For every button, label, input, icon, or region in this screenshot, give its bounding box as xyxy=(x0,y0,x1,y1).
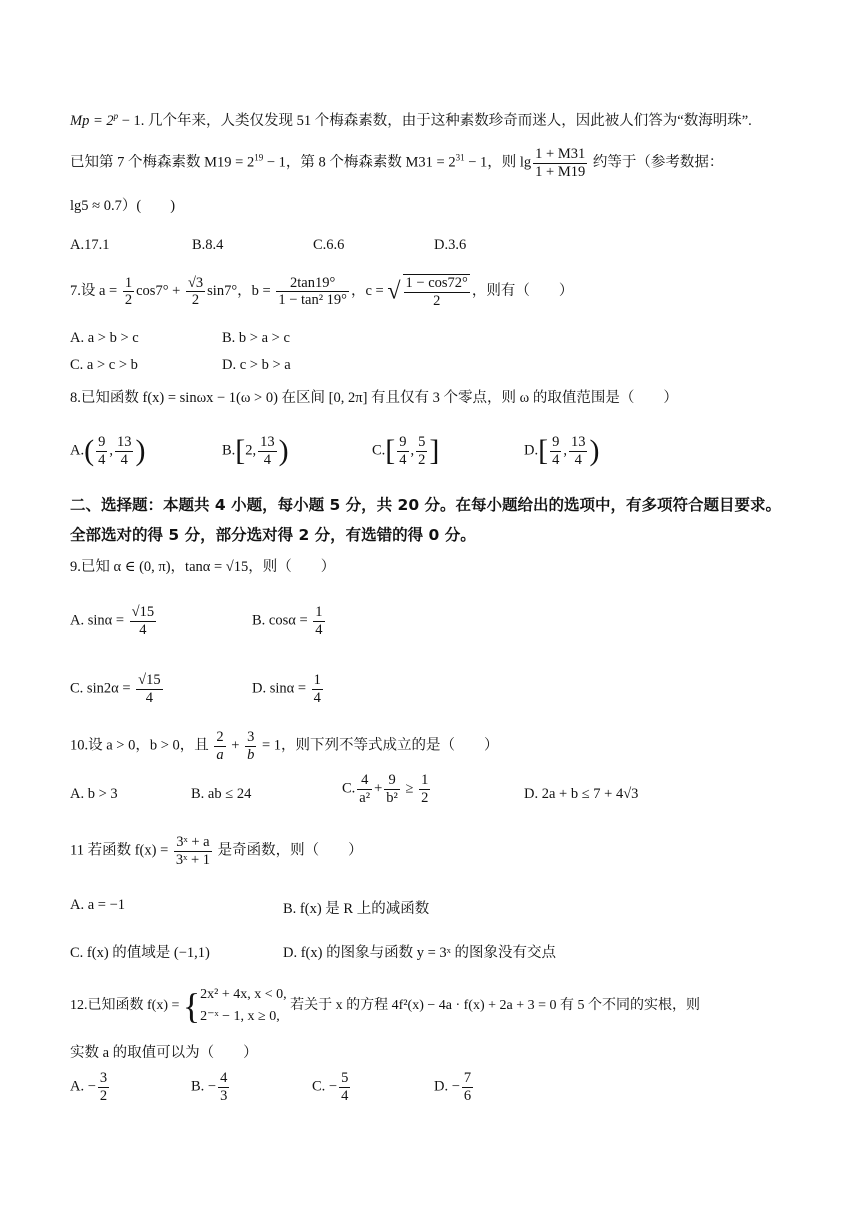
q7-option-d: D. c > b > a xyxy=(222,357,291,373)
q11-option-a: A. a = −1 xyxy=(70,897,126,913)
q12-c-frac xyxy=(339,1070,350,1104)
q8-a-frac2 xyxy=(115,434,134,468)
q9-b-frac xyxy=(313,604,324,638)
q12-b-label: B. − xyxy=(191,1078,217,1095)
sqrt-icon: √ xyxy=(387,278,401,305)
q8-b-label: B. xyxy=(222,442,236,459)
q9-a-num: √15 xyxy=(131,604,155,620)
q8-b-n2: 13 xyxy=(260,434,275,450)
q12-case1: 2x² + 4x, x < 0, xyxy=(200,987,287,1002)
q11-frac xyxy=(174,834,212,868)
q7-frac1-den: 2 xyxy=(124,292,133,309)
q8-option-d: D.[ $\frac{9}{4}$ , $\frac{13}{4}$ ) xyxy=(524,434,600,468)
q12-option-a xyxy=(70,1070,111,1104)
q8-c-frac1 xyxy=(397,434,408,468)
q9-a-den: 4 xyxy=(139,621,147,638)
q6-line1-prefix: Mp = 2 xyxy=(70,113,114,129)
q12-b-num: 4 xyxy=(220,1070,228,1086)
q6-line2-b: − 1，第 8 个梅森素数 M31 = 2 xyxy=(263,154,456,171)
q6-line2-exp2: 31 xyxy=(455,152,465,163)
q8-a-close: ) xyxy=(135,434,146,468)
q7-option-c: C. a > c > b xyxy=(70,357,138,373)
q9-c-frac xyxy=(136,672,162,706)
q7-t4: ，则有（ ） xyxy=(471,283,574,299)
q10-c-d1: a² xyxy=(359,789,371,806)
q6-line2-exp1: 19 xyxy=(254,152,264,163)
section2-heading: 二、选择题：本题共 4 小题，每小题 5 分，共 20 分。在每小题给出的选项中，有多项符合题目要求。全部选对的得 5 分，部分选对得 2 分，有选错的得 0 分。 xyxy=(70,496,782,544)
q11-pre: 11 若函数 f(x) = xyxy=(70,842,172,859)
q11-den: 3ˣ + 1 xyxy=(175,851,210,868)
q10-d1: a xyxy=(216,746,224,763)
q10-option-d: D. 2a + b ≤ 7 + 4√3 xyxy=(524,786,639,802)
q12-d-frac xyxy=(462,1070,473,1104)
q10-c-n3: 1 xyxy=(421,772,429,788)
q10-c-n1: 4 xyxy=(357,772,372,790)
q12-c-label: C. − xyxy=(312,1078,338,1095)
q12-case2: 2⁻ˣ − 1, x ≥ 0, xyxy=(200,1009,280,1024)
q10-option-b: B. ab ≤ 24 xyxy=(191,786,252,802)
q9-d-frac xyxy=(312,672,323,706)
q10-c-rel: ≥ xyxy=(401,780,418,797)
q7-frac2-num: √3 xyxy=(187,274,204,291)
q8-d-frac2 xyxy=(569,434,588,468)
q12-line2: 实数 a 的取值可以为（ ） xyxy=(70,1045,258,1061)
q7-frac4-den: 2 xyxy=(433,292,441,309)
q12-a-den: 2 xyxy=(99,1087,108,1104)
q7-frac4 xyxy=(403,274,470,309)
q12-post: 若关于 x 的方程 4f²(x) − 4a · f(x) + 2a + 3 = 0 有 5 个不同的实根，则 xyxy=(286,998,701,1014)
q6-line1-text: − 1. 几个年来，人类仅发现 51 个梅森素数，由于这种素数珍奇而迷人，因此被人们答为“数海明珠”. xyxy=(118,113,752,129)
q12-option-b xyxy=(191,1070,231,1104)
q8-c-d2: 2 xyxy=(418,451,426,468)
q6-frac-num: 1 + M31 xyxy=(535,146,586,162)
q9-option-b xyxy=(252,604,327,638)
q9-b-den: 4 xyxy=(315,621,323,638)
q7-frac3-num: 2tan19° xyxy=(276,275,349,293)
q9-c-den: 4 xyxy=(145,689,153,706)
q10-c-frac1 xyxy=(357,772,372,806)
q9-b-num: 1 xyxy=(315,604,323,620)
q8-c-open: [ xyxy=(385,434,396,468)
q8-a-d2: 4 xyxy=(120,451,128,468)
q9-d-den: 4 xyxy=(313,689,321,706)
q12-a-frac xyxy=(98,1070,109,1104)
q7-stem xyxy=(70,274,573,309)
q8-option-c: C.[ $\frac{9}{4}$ , $\frac{5}{2}$ ] xyxy=(372,434,440,468)
q8-d-n1: 9 xyxy=(552,434,560,450)
q11-option-c: C. f(x) 的值域是 (−1,1) xyxy=(70,945,210,961)
q6-option-d: D.3.6 xyxy=(434,237,467,253)
q8-d-label: D. xyxy=(524,442,539,459)
q7-option-b: B. b > a > c xyxy=(222,330,290,346)
q12-b-frac xyxy=(218,1070,229,1104)
q12-option-d xyxy=(434,1070,475,1104)
q8-c-frac2 xyxy=(416,434,427,468)
q8-c-n1: 9 xyxy=(399,434,407,450)
q10-stem xyxy=(70,729,499,763)
q12-a-label: A. − xyxy=(70,1078,96,1095)
q8-c-label: C. xyxy=(372,442,386,459)
q6-line2 xyxy=(70,146,723,180)
q6-frac-den: 1 + M19 xyxy=(535,163,586,180)
q11-stem xyxy=(70,834,363,868)
q6-option-c: C.6.6 xyxy=(313,237,345,253)
q12-stem xyxy=(70,984,700,1028)
q10-frac1 xyxy=(214,729,225,763)
q10-pre: 10.设 a > 0，b > 0，且 xyxy=(70,737,213,754)
q7-frac2-den: 2 xyxy=(191,292,200,309)
q6-fraction xyxy=(533,146,587,180)
q8-a-n1: 9 xyxy=(98,434,106,450)
q9-c-pre: C. sin2α = xyxy=(70,680,135,697)
q8-a-d1: 4 xyxy=(98,451,106,468)
q8-b-open: [ xyxy=(235,434,246,468)
left-brace-icon: { xyxy=(182,986,201,1026)
q8-a-frac1 xyxy=(96,434,107,468)
q9-a-frac xyxy=(130,604,156,638)
q12-b-den: 3 xyxy=(220,1087,228,1104)
q12-d-label: D. − xyxy=(434,1078,460,1095)
q8-a-label: A. xyxy=(70,442,85,459)
q12-cases xyxy=(200,984,287,1028)
q9-a-pre: A. sinα = xyxy=(70,612,128,629)
q11-option-b: B. f(x) 是 R 上的减函数 xyxy=(283,901,430,917)
q12-option-c xyxy=(312,1070,352,1104)
q8-d-d1: 4 xyxy=(552,451,560,468)
q9-b-pre: B. cosα = xyxy=(252,612,312,629)
q7-frac2 xyxy=(186,275,205,309)
q9-option-d xyxy=(252,672,325,706)
q8-b-pre: 2, xyxy=(245,442,257,459)
q10-c-d2: b² xyxy=(386,789,398,806)
q8-stem: 8.已知函数 f(x) = sinωx − 1(ω > 0) 在区间 [0, 2π] 有且仅有 3 个零点，则 ω 的取值范围是（ ） xyxy=(70,390,678,406)
q8-d-open: [ xyxy=(538,434,549,468)
q6-line1-exp: p xyxy=(113,111,119,121)
q8-a-n2: 13 xyxy=(116,434,132,450)
q8-b-close: ) xyxy=(278,434,289,468)
q9-d-num: 1 xyxy=(313,672,321,688)
q10-option-c: C. $\frac{4}{\text{a²}}$ + $\frac{9}{\text{b²}}$ ≥ $\frac{1}{2}$ xyxy=(342,772,429,806)
q7-prefix: 7.设 a = xyxy=(70,283,121,299)
q9-c-num: √15 xyxy=(138,672,161,688)
q7-frac4-num: 1 − cos72° xyxy=(405,275,468,291)
q6-line1 xyxy=(70,112,752,129)
q11-num: 3ˣ + a xyxy=(174,834,212,852)
q11-option-d: D. f(x) 的图象与函数 y = 3ˣ 的图象没有交点 xyxy=(283,945,556,961)
q6-line2-c: − 1，则 lg xyxy=(464,154,532,171)
q8-d-frac1 xyxy=(550,434,561,468)
q10-post: = 1，则下列不等式成立的是（ ） xyxy=(258,737,499,754)
q10-option-a: A. b > 3 xyxy=(70,786,118,802)
q7-frac1-num: 1 xyxy=(124,274,133,291)
q6-option-a: A.17.1 xyxy=(70,237,110,253)
q7-option-a: A. a > b > c xyxy=(70,330,139,346)
q8-d-d2: 4 xyxy=(574,451,582,468)
q12-c-num: 5 xyxy=(341,1070,349,1086)
q10-c-frac2 xyxy=(384,772,400,806)
q10-c-d3: 2 xyxy=(421,789,429,806)
q12-pre: 12.已知函数 f(x) = xyxy=(70,998,183,1014)
q8-option-b xyxy=(222,434,289,468)
q9-d-pre: D. sinα = xyxy=(252,680,310,697)
q8-d-close: ) xyxy=(589,434,600,468)
q11-post: 是奇函数，则（ ） xyxy=(214,842,363,859)
q12-d-num: 7 xyxy=(463,1070,472,1086)
q8-b-d2: 4 xyxy=(263,451,272,468)
q7-t1: cos7° + xyxy=(136,283,184,299)
q8-b-frac xyxy=(258,434,277,468)
q9-option-c xyxy=(70,672,165,706)
q7-t2: sin7°，b = xyxy=(207,283,275,299)
q10-c-frac3 xyxy=(419,772,430,806)
q10-plus: + xyxy=(227,737,244,754)
q8-c-d1: 4 xyxy=(399,451,407,468)
q10-c-n2: 9 xyxy=(384,772,400,790)
q6-line2-d: 约等于（参考数据： xyxy=(589,154,724,171)
q10-n2: 3 xyxy=(247,729,255,745)
q8-option-a: A.( $\frac{9}{4}$ , $\frac{13}{4}$ ) xyxy=(70,434,146,468)
q8-a-open: ( xyxy=(84,434,95,468)
q12-a-num: 3 xyxy=(99,1070,108,1086)
q7-frac3-den: 1 − tan² 19° xyxy=(278,292,347,309)
q8-c-n2: 5 xyxy=(418,434,426,450)
q10-d2: b xyxy=(247,746,255,763)
q12-d-den: 6 xyxy=(463,1087,472,1104)
q10-n1: 2 xyxy=(216,729,224,745)
q7-frac1 xyxy=(123,275,134,309)
q10-frac2 xyxy=(245,729,256,763)
q6-line2-a: 已知第 7 个梅森素数 M19 = 2 xyxy=(70,154,255,171)
q9-stem: 9.已知 α ∈ (0, π)，tanα = √15，则（ ） xyxy=(70,559,336,575)
q12-c-den: 4 xyxy=(341,1087,349,1104)
q10-c-label: C. xyxy=(342,780,356,797)
q7-frac3 xyxy=(276,275,349,309)
q8-d-n2: 13 xyxy=(570,434,586,450)
q6-line3: lg5 ≈ 0.7）( ) xyxy=(70,198,176,214)
q7-t3: ，c = xyxy=(350,283,388,299)
q8-c-close: ] xyxy=(429,434,440,468)
q6-option-b: B.8.4 xyxy=(192,237,224,253)
q9-option-a xyxy=(70,604,158,638)
